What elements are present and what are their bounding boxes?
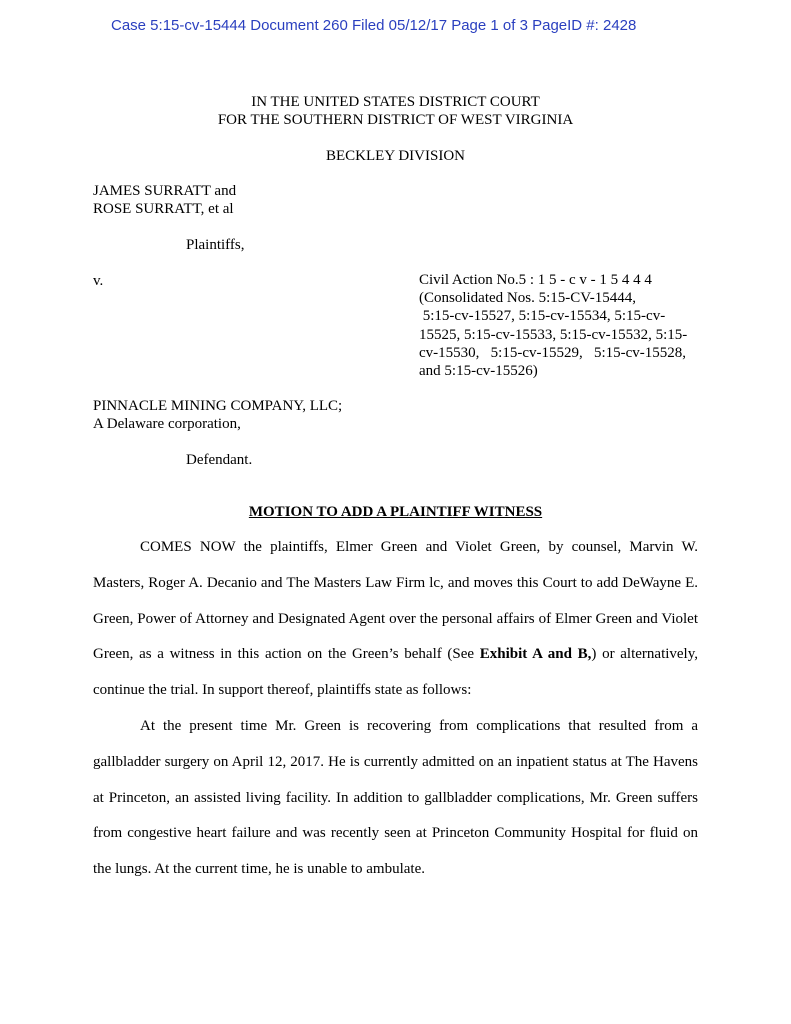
plaintiff-name-line2: ROSE SURRATT, et al [93, 201, 234, 217]
plaintiffs-label: Plaintiffs, [186, 237, 245, 253]
paragraph-1-text-b: ) or alternatively, continue the trial. In support thereof, plaintiffs state as follows: [93, 646, 699, 699]
civil-action-line: Civil Action No.5 : 1 5 - c v - 1 5 4 4 4 [419, 272, 652, 288]
civil-action-line: (Consolidated Nos. 5:15-CV-15444, [419, 290, 636, 307]
motion-paragraph-1 [93, 530, 698, 709]
court-name-line1: IN THE UNITED STATES DISTRICT COURT [251, 94, 540, 110]
civil-action-block [419, 271, 701, 380]
plaintiff-name-line1: JAMES SURRATT and [93, 183, 237, 199]
motion-title: MOTION TO ADD A PLAINTIFF WITNESS [248, 504, 543, 520]
defendant-name-line1: PINNACLE MINING COMPANY, LLC; [93, 398, 343, 414]
court-name-line2: FOR THE SOUTHERN DISTRICT OF WEST VIRGINIA [217, 112, 574, 128]
paragraph-1-text-a: COMES NOW the plaintiffs, Elmer Green and Violet Green, by counsel, Marvin W. Masters, Roger A. Decanio and The Masters Law Firm lc, and moves this Court to add DeWayne E. Green, Power of Attorney and Designated Agent over the personal affairs of Elmer Green and Violet Green, as a witness in this action on the Green’s behalf (See [93, 539, 698, 663]
motion-body [93, 530, 698, 888]
court-division: BECKLEY DIVISION [325, 148, 465, 164]
civil-action-line: and 5:15-cv-15526) [419, 363, 538, 380]
defendant-name-line2: A Delaware corporation, [93, 416, 241, 432]
motion-paragraph-2: At the present time Mr. Green is recovering from complications that resulted from a gallbladder surgery on April 12, 2017. He is currently admitted on an inpatient status at The Havens at Princeton, an assisted living facility. In addition to gallbladder complications, Mr. Green suffers from congestive heart failure and was recently seen at Princeton Community Hospital for fluid on the lungs. At the current time, he is unable to ambulate. [93, 717, 698, 878]
civil-action-line: 5:15-cv-15527, 5:15-cv-15534, 5:15-cv- [419, 308, 666, 325]
defendant-label: Defendant. [186, 452, 253, 468]
versus-label: v. [93, 273, 104, 289]
civil-action-line: 15525, 5:15-cv-15533, 5:15-cv-15532, 5:15- [419, 326, 688, 343]
civil-action-line: cv-15530, 5:15-cv-15529, 5:15-cv-15528, [419, 344, 687, 361]
case-header-line: Case 5:15-cv-15444 Document 260 Filed 05/12/17 Page 1 of 3 PageID #: 2428 [111, 17, 637, 34]
exhibit-reference: Exhibit A and B, [479, 646, 592, 663]
